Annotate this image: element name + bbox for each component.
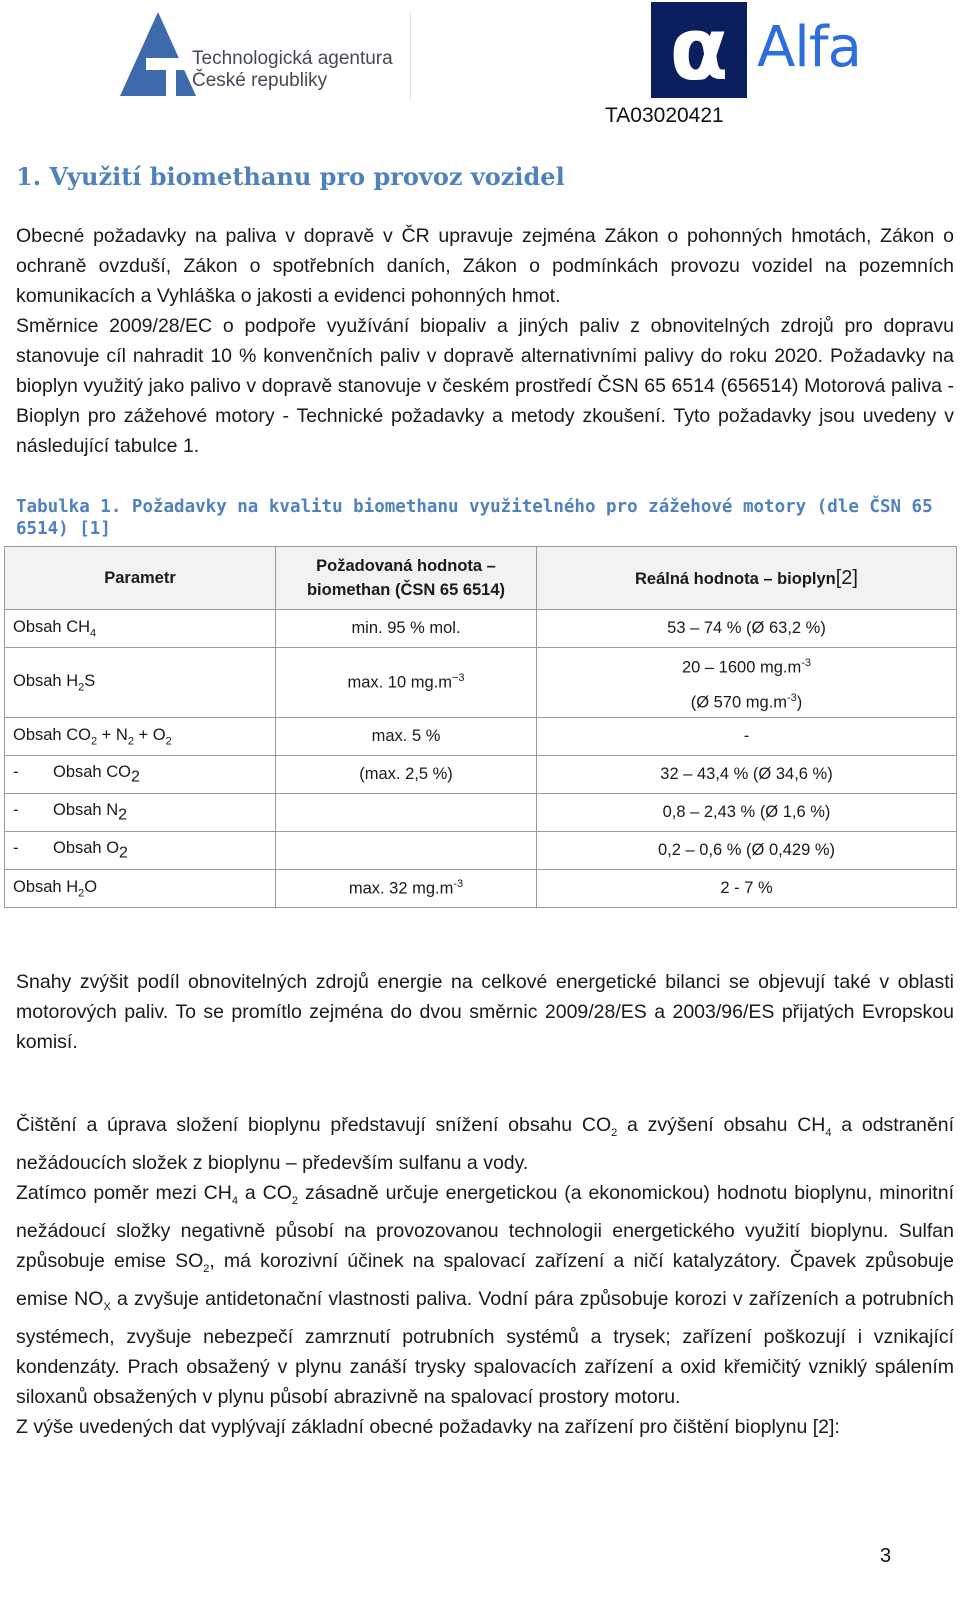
real-h2s-line2: [545, 683, 948, 718]
intro-paragraph: [16, 221, 954, 461]
param-dash: -: [13, 838, 19, 857]
alfa-logo-text: Alfa: [757, 15, 861, 80]
param-subscript: 2: [90, 735, 98, 748]
real-sum: -: [537, 718, 957, 756]
param-text: Obsah O: [53, 838, 120, 857]
text-run: zásadně určuje energetickou (a ekonomickou) hodnotu bioplynu, minoritní nežádoucí složky negativně působí na provozovanou technologii energetického využití bioplynu. Sulfan způsobuje emise SO: [16, 1181, 954, 1272]
real-text: 20 – 1600 mg.m: [681, 658, 802, 677]
real-ch4: 53 – 74 % (Ø 63,2 %): [537, 610, 957, 648]
table-header-row: [5, 547, 957, 610]
real-co2: 32 – 43,4 % (Ø 34,6 %): [537, 756, 957, 794]
param-text: Obsah CO: [13, 725, 91, 744]
required-text: max. 32 mg.m: [348, 879, 454, 898]
param-o2: [5, 832, 276, 870]
real-h2s: [537, 648, 957, 718]
intro-paragraph-part2: Směrnice 2009/28/EC o podpoře využívání biopaliv a jiných paliv z obnovitelných zdrojů pro dopravu stanovuje cíl nahradit 10 % konvenčních paliv v dopravě alternativními palivy do roku 2020. Požadavky na bioplyn využitý jako palivo v dopravě stanovuje v českém prostředí ČSN 65 6514 (656514) Motorová paliva - Bioplyn pro zážehové motory - Technické požadavky a metody zkoušení. Tyto požadavky jsou uvedeny v následující tabulce 1.: [16, 315, 954, 457]
param-text: + N: [97, 725, 128, 744]
project-code: TA03020421: [605, 104, 724, 127]
param-text: O: [84, 877, 98, 896]
table-row: [5, 832, 957, 870]
required-h2s: [276, 648, 537, 718]
header-real-ref: [2]: [835, 566, 858, 589]
param-text: Obsah H: [13, 671, 79, 690]
agency-triangle-icon: [118, 10, 198, 100]
required-h2o: [276, 870, 537, 908]
param-co2-n2-o2: [5, 718, 276, 756]
required-n2: [276, 794, 537, 832]
header-required-line2: biomethan (ČSN 65 6514): [306, 581, 506, 599]
table-caption: [16, 496, 954, 540]
param-text: Obsah CO: [53, 762, 131, 781]
required-exponent: −3: [451, 672, 465, 685]
text-run: a zvýšení obsahu CH: [617, 1114, 826, 1136]
text-run: a odstranění nežádoucích složek z bioplynu – především sulfanu a vody.: [16, 1114, 955, 1174]
header-real-value: [537, 547, 957, 610]
param-subscript: 4: [90, 627, 97, 640]
agency-name: [192, 48, 393, 92]
header-required-line1: Požadovaná hodnota –: [316, 557, 496, 575]
page-number: 3: [880, 1545, 892, 1567]
requirements-table: [4, 546, 957, 908]
param-subscript: 2: [78, 887, 85, 900]
text-run: Z výše uvedených dat vyplývají základní obecné požadavky na zařízení pro čištění bioplynu [2]:: [16, 1415, 840, 1438]
real-text-end: ): [796, 693, 803, 711]
table-row: [5, 756, 957, 794]
section-heading: 1. Využití biomethanu pro provoz vozidel: [16, 162, 565, 191]
param-subscript: 2: [119, 844, 128, 862]
text-run: , má korozivní účinek na spalovací zařízení a ničí katalyzátory. Čpavek způsobuje emise NO: [16, 1249, 954, 1310]
real-exponent: -3: [801, 657, 812, 669]
param-h2o: [5, 870, 276, 908]
text-run: a zvyšuje antidetonační vlastnosti paliva. Vodní pára způsobuje korozi v zařízeních a potrubních systémech, zvyšuje nebezpečí zamrznutí potrubních systémů a trysek; zařízení poškozují i vznikající kondenzáty. Prach obsažený v plynu zanáší trysky spalovacích zařízení a oxid křemičitý vzniklý spálením siloxanů obsažených v plynu působí abrazivně na spalovací prostory motoru.: [16, 1287, 955, 1408]
text-run: Zatímco poměr mezi CH: [16, 1181, 232, 1204]
param-n2: [5, 794, 276, 832]
real-o2: 0,2 – 0,6 % (Ø 0,429 %): [537, 832, 957, 870]
param-text: Obsah N: [53, 800, 119, 819]
real-exponent: -3: [787, 691, 797, 704]
alfa-logo-mark: [651, 2, 747, 98]
param-subscript: 2: [130, 768, 140, 786]
renewables-paragraph: Snahy zvýšit podíl obnovitelných zdrojů energie na celkové energetické bilanci se objevují také v oblasti motorových paliv. To se promítlo zejména do dvou směrnic 2009/28/ES a 2003/96/ES přijatých Evropskou komisí.: [16, 971, 954, 1053]
param-text: + O: [133, 725, 166, 744]
subscript: 4: [825, 1126, 832, 1139]
param-text: S: [84, 671, 96, 690]
param-text: Obsah CH: [13, 617, 91, 636]
table-row: [5, 648, 957, 718]
text-run: Čištění a úprava složení bioplynu představují snížení obsahu CO: [16, 1114, 612, 1136]
subscript: 2: [611, 1126, 618, 1139]
param-text: Obsah H: [13, 877, 79, 896]
subscript: 2: [291, 1194, 299, 1207]
real-text: (Ø 570 mg.m: [690, 693, 787, 711]
table-caption-label: Tabulka 1.: [16, 497, 122, 517]
table-row: [5, 870, 957, 908]
intro-paragraph-part1: Obecné požadavky na paliva v dopravě v ČR upravuje zejména Zákon o pohonných hmotách, Zákon o ochraně ovzduší, Zákon o spotřebních daních, Zákon o podmínkách provozu vozidel na pozemních komunikacích a Vyhláška o jakosti a evidenci pohonných hmot.: [16, 225, 954, 307]
param-subscript: 2: [165, 735, 172, 748]
param-co2: [5, 756, 276, 794]
purification-paragraph: [16, 1110, 954, 1442]
required-o2: [276, 832, 537, 870]
agency-name-line1: Technologická agentura: [192, 48, 393, 69]
required-text: max. 10 mg.m: [347, 673, 452, 692]
param-subscript: 2: [127, 735, 134, 748]
header-required-value: [276, 547, 537, 610]
subscript: X: [103, 1300, 111, 1313]
required-exponent: -3: [453, 878, 464, 891]
agency-logo: [118, 10, 418, 100]
required-ch4: min. 95 % mol.: [276, 610, 537, 648]
table-row: [5, 718, 957, 756]
param-subscript: 2: [118, 806, 128, 824]
header-parameter: Parametr: [5, 547, 276, 610]
subscript: 4: [231, 1194, 238, 1207]
real-h2s-line1: [545, 648, 948, 683]
text-run: a CO: [237, 1181, 292, 1204]
param-dash: -: [13, 762, 19, 781]
param-h2s: [5, 648, 276, 718]
real-h2o: 2 - 7 %: [537, 870, 957, 908]
param-dash: -: [13, 800, 19, 819]
header-divider: [410, 12, 411, 100]
table-row: [5, 610, 957, 648]
param-ch4: [5, 610, 276, 648]
real-n2: 0,8 – 2,43 % (Ø 1,6 %): [537, 794, 957, 832]
alfa-letter: α: [669, 0, 729, 100]
header-real-text: Reálná hodnota – bioplyn: [634, 569, 836, 588]
required-sum: max. 5 %: [276, 718, 537, 756]
table-row: [5, 794, 957, 832]
required-co2: (max. 2,5 %): [276, 756, 537, 794]
agency-name-line2: České republiky: [192, 70, 328, 91]
param-subscript: 2: [78, 681, 85, 694]
subscript: 2: [203, 1262, 210, 1275]
table-caption-text: Požadavky na kvalitu biomethanu využitelného pro zážehové motory (dle ČSN 65 6514) [1]: [16, 497, 933, 539]
